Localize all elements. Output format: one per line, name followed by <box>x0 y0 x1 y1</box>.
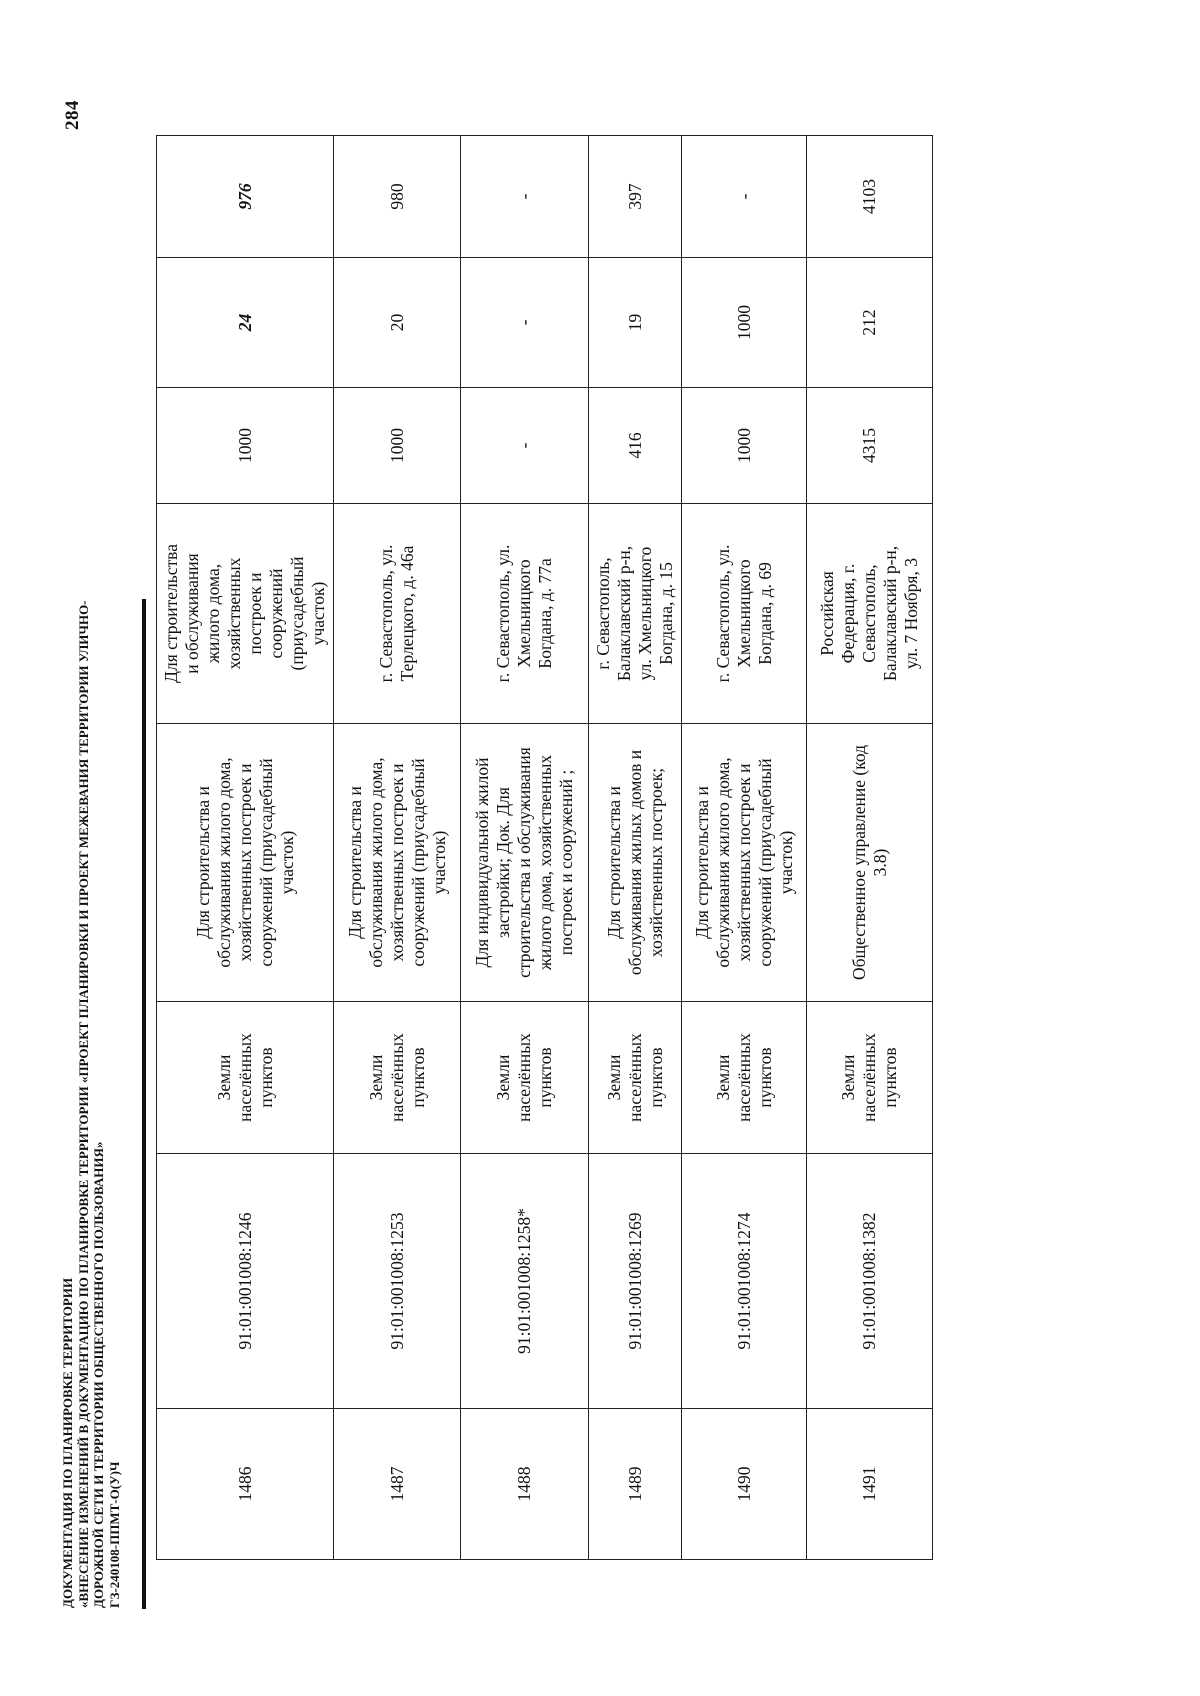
permitted-use: Для индивидуальной жилой застройки; Док. Для строительства и обслуживания жилого дома, хозяйственных построек и сооружений ; <box>461 724 589 1002</box>
header-line-1: ДОКУМЕНТАЦИЯ ПО ПЛАНИРОВКЕ ТЕРРИТОРИИ <box>60 1277 75 1608</box>
area-affected: - <box>461 258 589 388</box>
area-affected: 19 <box>589 258 682 388</box>
cadastral-number: 91:01:001008:1253 <box>334 1154 461 1409</box>
header-line-4: ГЗ-240108-ППМТ-О(У)Ч <box>106 1461 122 1608</box>
area-total: 1000 <box>334 388 461 504</box>
area-remaining: 976 <box>157 136 334 258</box>
land-category: Земли населённых пунктов <box>461 1002 589 1154</box>
permitted-use: Для строительства и обслуживания жилого дома, хозяйственных построек и сооружений (приусадебный участок) <box>334 724 461 1002</box>
cadastral-number: 91:01:001008:1246 <box>157 1154 334 1409</box>
table-row <box>682 136 807 1560</box>
cadastral-number: 91:01:001008:1382 <box>807 1154 933 1409</box>
row-number: 1488 <box>461 1409 589 1560</box>
land-category: Земли населённых пунктов <box>807 1002 933 1154</box>
cadastral-number: 91:01:001008:1274 <box>682 1154 807 1409</box>
land-category: Земли населённых пунктов <box>589 1002 682 1154</box>
table-row <box>157 136 334 1560</box>
row-number: 1490 <box>682 1409 807 1560</box>
area-affected: 20 <box>334 258 461 388</box>
area-affected: 212 <box>807 258 933 388</box>
address: г. Севастополь, Балаклавский р-н, ул. Хмельницкого Богдана, д. 15 <box>589 504 682 724</box>
area-remaining: - <box>682 136 807 258</box>
area-remaining: - <box>461 136 589 258</box>
area-affected: 1000 <box>682 258 807 388</box>
row-number: 1489 <box>589 1409 682 1560</box>
row-number: 1491 <box>807 1409 933 1560</box>
area-remaining: 397 <box>589 136 682 258</box>
address: Для строительства и обслуживания жилого дома, хозяйственных построек и сооружений (приусадебный участок) <box>157 504 334 724</box>
address: г. Севастополь, ул. Хмельницкого Богдана, д. 77а <box>461 504 589 724</box>
cadastral-number: 91:01:001008:1269 <box>589 1154 682 1409</box>
land-category: Земли населённых пунктов <box>682 1002 807 1154</box>
area-total: 1000 <box>157 388 334 504</box>
address: г. Севастополь, ул. Терлецкого, д. 46а <box>334 504 461 724</box>
permitted-use: Общественное управление (код 3.8) <box>807 724 933 1002</box>
permitted-use: Для строительства и обслуживания жилого дома, хозяйственных построек и сооружений (приусадебный участок) <box>682 724 807 1002</box>
header-line-3: ДОРОЖНОЙ СЕТИ И ТЕРРИТОРИИ ОБЩЕСТВЕННОГО ПОЛЬЗОВАНИЯ» <box>91 1141 106 1608</box>
table-row <box>461 136 589 1560</box>
page-number: 284 <box>62 100 83 130</box>
land-category: Земли населённых пунктов <box>334 1002 461 1154</box>
area-remaining: 4103 <box>807 136 933 258</box>
document-header <box>60 408 122 1608</box>
table-row <box>334 136 461 1560</box>
cadastral-number: 91:01:001008:1258* <box>461 1154 589 1409</box>
table-row <box>807 136 933 1560</box>
row-number: 1487 <box>334 1409 461 1560</box>
area-remaining: 980 <box>334 136 461 258</box>
permitted-use: Для строительства и обслуживания жилых домов и хозяйственных построек; <box>589 724 682 1002</box>
address: Российская Федерация, г. Севастополь, Балаклавский р-н, ул. 7 Ноября, 3 <box>807 504 933 724</box>
header-divider <box>142 599 146 1609</box>
header-line-2: «ВНЕСЕНИЕ ИЗМЕНЕНИЙ В ДОКУМЕНТАЦИЮ ПО ПЛАНИРОВКЕ ТЕРРИТОРИИ «ПРОЕКТ ПЛАНИРОВКИ И ПРОЕКТ МЕЖЕВАНИЯ ТЕРРИТОРИИ УЛИЧНО- <box>75 600 91 1608</box>
area-total: 1000 <box>682 388 807 504</box>
area-total: 4315 <box>807 388 933 504</box>
row-number: 1486 <box>157 1409 334 1560</box>
land-plots-table <box>156 135 933 1560</box>
permitted-use: Для строительства и обслуживания жилого дома, хозяйственных построек и сооружений (приусадебный участок) <box>157 724 334 1002</box>
table-row <box>589 136 682 1560</box>
area-affected: 24 <box>157 258 334 388</box>
area-total: 416 <box>589 388 682 504</box>
area-total: - <box>461 388 589 504</box>
address: г. Севастополь, ул. Хмельницкого Богдана, д. 69 <box>682 504 807 724</box>
land-category: Земли населённых пунктов <box>157 1002 334 1154</box>
